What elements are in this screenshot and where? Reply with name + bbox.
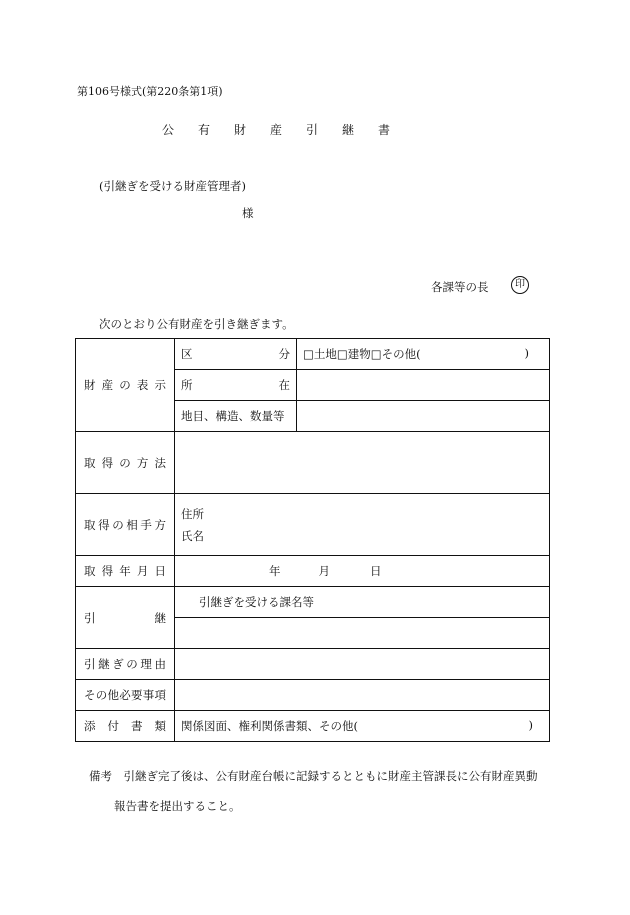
acquisition-date-field[interactable]: [175, 556, 550, 587]
note-line-2: 報告書を提出すること。: [114, 799, 241, 813]
acquisition-method-label: 取得の方法: [76, 432, 175, 494]
year-label: 年: [269, 564, 281, 578]
other-items-field[interactable]: [175, 680, 550, 711]
table-row: [76, 494, 550, 556]
table-row: [76, 711, 550, 742]
day-label: 日: [370, 564, 382, 578]
acquisition-method-field[interactable]: [175, 432, 550, 494]
title-char: 財: [233, 123, 246, 137]
table-row: [76, 680, 550, 711]
month-label: 月: [318, 564, 330, 578]
category-close: ): [524, 346, 529, 360]
table-row: [76, 649, 550, 680]
honorific: 様: [242, 206, 254, 220]
attachments-close: ): [528, 718, 533, 732]
location-label: 所在: [175, 370, 297, 401]
category-label: 区分: [175, 339, 297, 370]
title-char: 産: [269, 123, 282, 137]
title-char: 有: [197, 123, 210, 137]
title-char: 書: [377, 123, 390, 137]
table-row: [76, 587, 550, 618]
receiving-section-cell[interactable]: [175, 587, 550, 618]
recipient-label: (引継ぎを受ける財産管理者): [99, 179, 246, 193]
acquisition-date-label: 取得年月日: [76, 556, 175, 587]
transfer-reason-field[interactable]: [175, 649, 550, 680]
seal-mark: 印: [511, 276, 529, 294]
note-line-1: 備考 引継ぎ完了後は、公有財産台帳に記録するとともに財産主管課長に公有財産異動: [89, 769, 538, 783]
document-title: [150, 121, 480, 138]
receiving-section-label: 引継ぎを受ける課名等: [199, 595, 314, 609]
transfer-label: 引継: [76, 587, 175, 649]
attachments-value: 関係図面、権利関係書類、その他(: [181, 719, 358, 733]
title-char: 継: [341, 123, 354, 137]
details-field[interactable]: [297, 401, 550, 432]
address-label: 住所: [181, 506, 204, 521]
acquisition-party-field[interactable]: [175, 494, 550, 556]
acquisition-party-label: 取得の相手方: [76, 494, 175, 556]
attachments-field[interactable]: [175, 711, 550, 742]
table-row: [76, 432, 550, 494]
property-table: [75, 338, 550, 742]
name-label: 氏名: [181, 528, 204, 543]
details-label: 地目、構造、数量等: [175, 401, 297, 432]
property-display-label: 財産の表示: [76, 339, 175, 432]
receiving-section-field[interactable]: [175, 618, 550, 649]
sender-title: 各課等の長: [431, 280, 489, 294]
table-row: [76, 339, 550, 370]
form-number: 第106号様式(第220条第1項): [77, 85, 223, 98]
other-items-label: その他必要事項: [76, 680, 175, 711]
title-char: 引: [305, 123, 318, 137]
table-row: [76, 556, 550, 587]
transfer-reason-label: 引継ぎの理由: [76, 649, 175, 680]
title-char: 公: [161, 123, 174, 137]
location-field[interactable]: [297, 370, 550, 401]
category-options: □土地□建物□その他(: [303, 347, 421, 361]
attachments-label: 添付書類: [76, 711, 175, 742]
intro-sentence: 次のとおり公有財産を引き継ぎます。: [99, 317, 294, 331]
category-options-cell[interactable]: [297, 339, 550, 370]
